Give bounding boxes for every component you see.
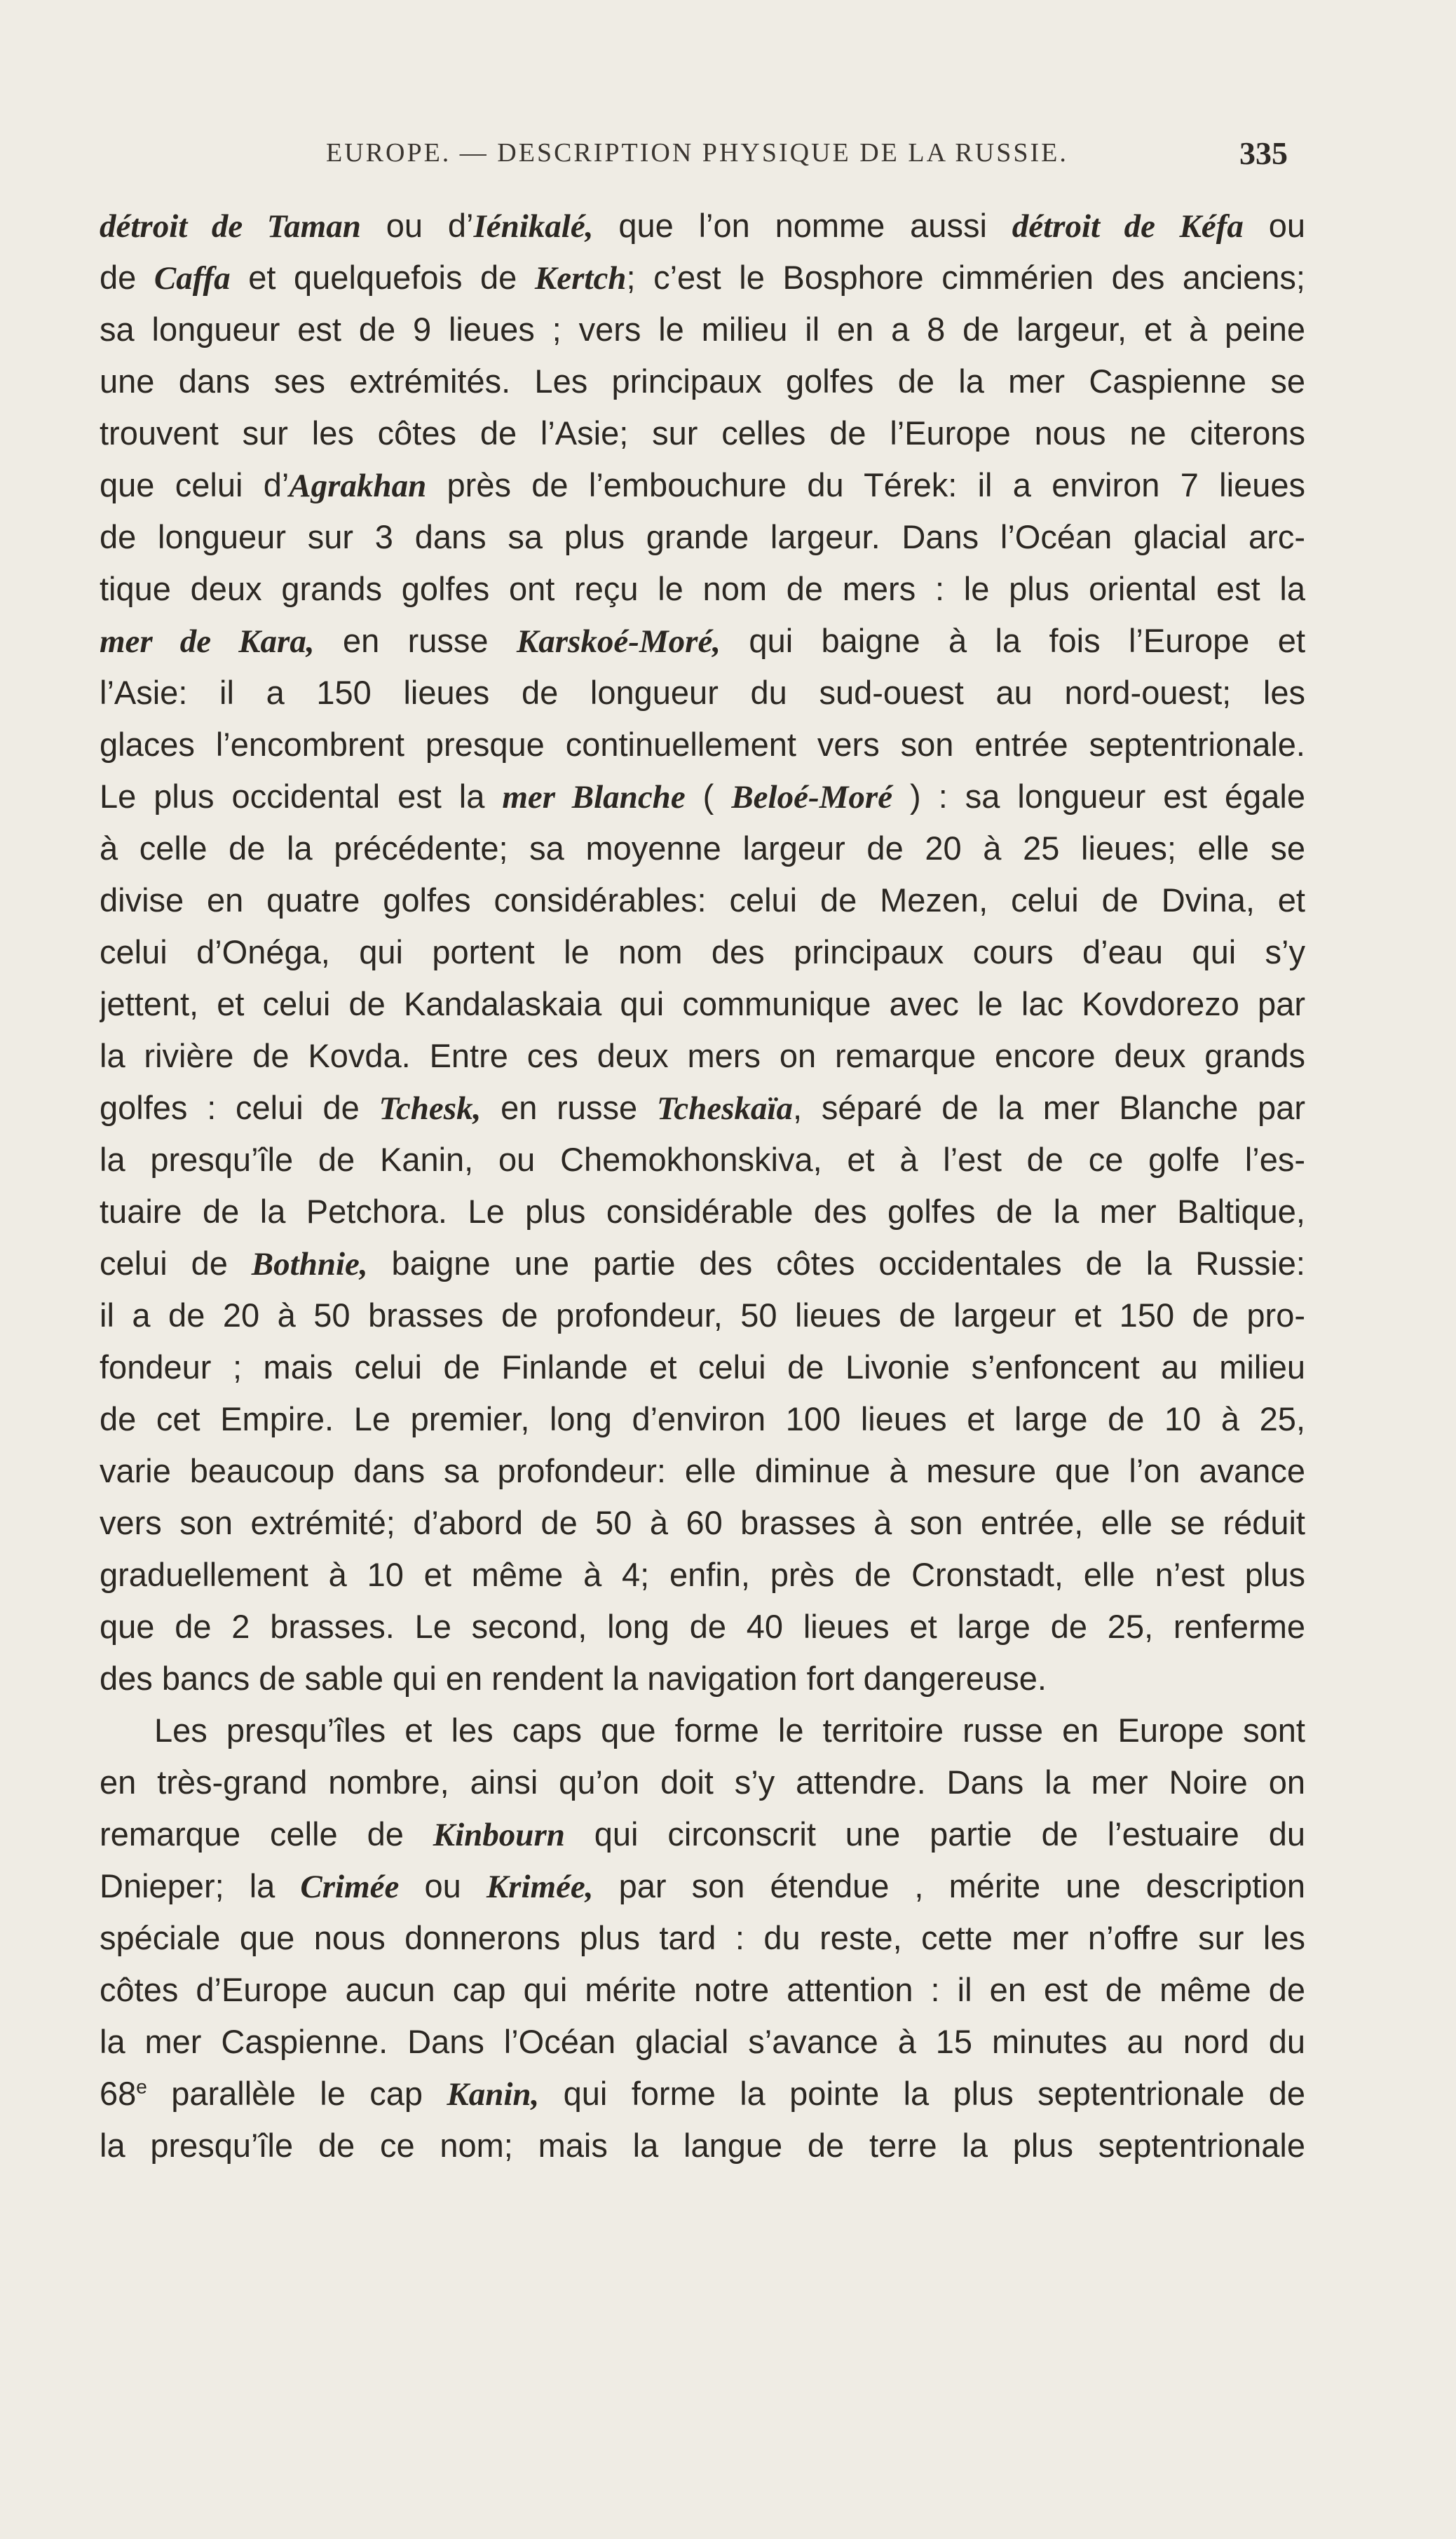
text-line: Le plus occidental est la mer Blanche ( Beloé-Moré ) : sa longueur est égale <box>100 778 1305 815</box>
text-line: une dans ses extrémités. Les principaux golfes de la mer Caspienne se <box>100 363 1305 400</box>
text-line: à celle de la précédente; sa moyenne largeur de 20 à 25 lieues; elle se <box>100 830 1305 867</box>
text-line: varie beaucoup dans sa profondeur: elle diminue à mesure que l’on avance <box>100 1452 1305 1489</box>
text-line: que celui d’Agrakhan près de l’embouchure du Térek: il a environ 7 lieues <box>100 466 1305 504</box>
text-line: 68e parallèle le cap Kanin, qui forme la pointe la plus septentrionale de <box>100 2075 1305 2113</box>
text-line: de cet Empire. Le premier, long d’environ 100 lieues et large de 10 à 25, <box>100 1400 1305 1437</box>
text-line: vers son extrémité; d’abord de 50 à 60 brasses à son entrée, elle se réduit <box>100 1504 1305 1541</box>
running-head: EUROPE. — DESCRIPTION PHYSIQUE DE LA RUSSIE. <box>326 138 1068 168</box>
text-line: glaces l’encombrent presque continuellement vers son entrée septentrionale. <box>100 726 1305 763</box>
page-number: 335 <box>1239 135 1288 171</box>
body-text <box>100 200 1305 2172</box>
text-line: golfes : celui de Tchesk, en russe Tcheskaïa, séparé de la mer Blanche par <box>100 1089 1305 1127</box>
text-line: de longueur sur 3 dans sa plus grande largeur. Dans l’Océan glacial arc- <box>100 518 1305 555</box>
text-line: en très-grand nombre, ainsi qu’on doit s’y attendre. Dans la mer Noire on <box>100 1763 1305 1801</box>
text-line: tique deux grands golfes ont reçu le nom de mers : le plus oriental est la <box>100 570 1305 607</box>
text-line: fondeur ; mais celui de Finlande et celui de Livonie s’enfoncent au milieu <box>100 1348 1305 1386</box>
text-line: tuaire de la Petchora. Le plus considérable des golfes de la mer Baltique, <box>100 1193 1305 1230</box>
text-line: divise en quatre golfes considérables: celui de Mezen, celui de Dvina, et <box>100 881 1305 919</box>
text-line: Dnieper; la Crimée ou Krimée, par son étendue , mérite une description <box>100 1867 1305 1905</box>
text-line: la mer Caspienne. Dans l’Océan glacial s’avance à 15 minutes au nord du <box>100 2023 1305 2060</box>
text-line: l’Asie: il a 150 lieues de longueur du sud-ouest au nord-ouest; les <box>100 674 1305 711</box>
text-line: des bancs de sable qui en rendent la navigation fort dangereuse. <box>100 1660 1047 1697</box>
text-line: il a de 20 à 50 brasses de profondeur, 50 lieues de largeur et 150 de pro- <box>100 1296 1305 1334</box>
text-line: remarque celle de Kinbourn qui circonscrit une partie de l’estuaire du <box>100 1815 1305 1853</box>
text-line: jettent, et celui de Kandalaskaia qui communique avec le lac Kovdorezo par <box>100 985 1305 1022</box>
text-line: côtes d’Europe aucun cap qui mérite notre attention : il en est de même de <box>100 1971 1305 2008</box>
text-line: spéciale que nous donnerons plus tard : du reste, cette mer n’offre sur les <box>100 1919 1305 1956</box>
text-line: la presqu’île de Kanin, ou Chemokhonskiva, et à l’est de ce golfe l’es- <box>100 1141 1305 1178</box>
text-line: sa longueur est de 9 lieues ; vers le milieu il en a 8 de largeur, et à peine <box>100 311 1305 348</box>
text-line: que de 2 brasses. Le second, long de 40 lieues et large de 25, renferme <box>100 1608 1305 1645</box>
text-line: la rivière de Kovda. Entre ces deux mers on remarque encore deux grands <box>100 1037 1305 1074</box>
text-line: de Caffa et quelquefois de Kertch; c’est le Bosphore cimmérien des anciens; <box>100 259 1305 297</box>
text-line: la presqu’île de ce nom; mais la langue de terre la plus septentrionale <box>100 2127 1305 2164</box>
text-line: celui d’Onéga, qui portent le nom des principaux cours d’eau qui s’y <box>100 933 1305 970</box>
text-line: graduellement à 10 et même à 4; enfin, près de Cronstadt, elle n’est plus <box>100 1556 1305 1593</box>
text-line: Les presqu’îles et les caps que forme le territoire russe en Europe sont <box>154 1712 1305 1749</box>
text-line: mer de Kara, en russe Karskoé-Moré, qui baigne à la fois l’Europe et <box>100 622 1305 660</box>
text-line: celui de Bothnie, baigne une partie des côtes occidentales de la Russie: <box>100 1245 1305 1282</box>
text-line: trouvent sur les côtes de l’Asie; sur celles de l’Europe nous ne citerons <box>100 414 1305 452</box>
text-line: détroit de Taman ou d’Iénikalé, que l’on nomme aussi détroit de Kéfa ou <box>100 207 1305 245</box>
